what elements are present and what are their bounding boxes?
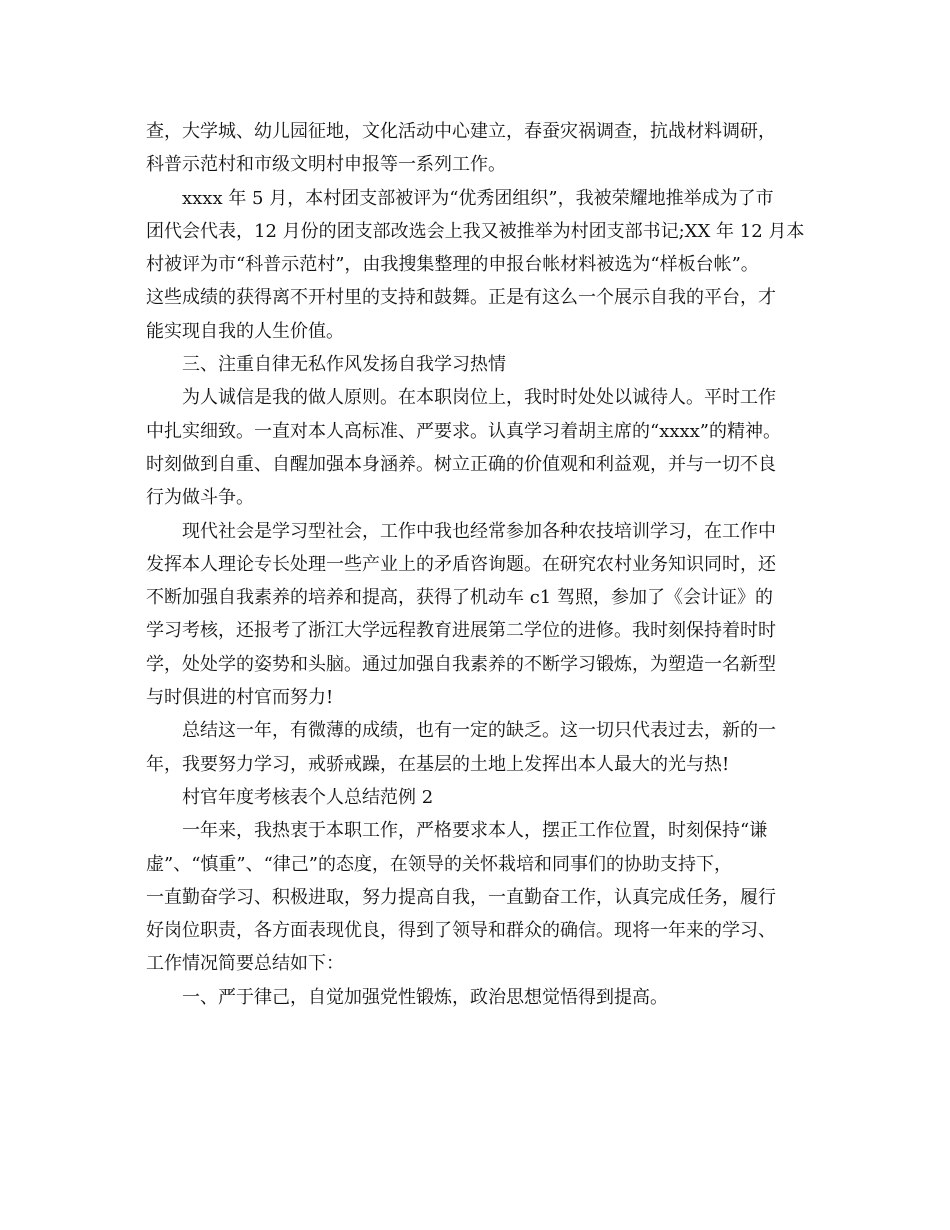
text-line: 不断加强自我素养的培养和提高，获得了机动车 c1 驾照，参加了《会计证》的 [146,587,773,609]
document-body [146,115,810,1014]
text-line: 发挥本人理论专长处理一些产业上的矛盾咨询题。在研究农村业务知识同时，还 [146,553,776,575]
paragraph-8 [146,814,810,980]
section-title-example-2 [146,781,810,814]
text-line: 工作情况简要总结如下： [146,953,344,975]
text-line: 时刻做到自重、自醒加强本身涵养。树立正确的价值观和利益观，并与一切不良 [146,453,776,475]
text-line: 好岗位职责，各方面表现优良，得到了领导和群众的确信。现将一年来的学习、 [146,920,776,942]
text-line: 现代社会是学习型社会，工作中我也经常参加各种农技培训学习，在工作中 [182,520,776,542]
heading-line: 三、注重自律无私作风发扬自我学习热情 [182,354,506,376]
text-line: 这些成绩的获得离不开村里的支持和鼓舞。正是有这么一个展示自我的平台，才 [146,287,776,309]
text-line: 学习考核，还报考了浙江大学远程教育进展第二学位的进修。我时刻保持着时时 [146,620,776,642]
text-line: 学，处处学的姿势和头脑。通过加强自我素养的不断学习锻炼，为塑造一名新型 [146,653,776,675]
text-line: 为人诚信是我的做人原则。在本职岗位上，我时时处处以诚待人。平时工作 [182,387,776,409]
text-line: 一直勤奋学习、积极进取，努力提高自我，一直勤奋工作，认真完成任务，履行 [146,886,776,908]
text-line: 中扎实细致。一直对本人高标准、严要求。认真学习着胡主席的“xxxx”的精神。 [146,420,782,442]
text-line: 与时俱进的村官而努力! [146,687,334,709]
text-line: 团代会代表，12 月份的团支部改选会上我又被推举为村团支部书记;XX 年 12 月本 [146,220,805,242]
text-line: 虚”、“慎重”、“律己”的态度，在领导的关怀栽培和同事们的协助支持下， [146,853,733,875]
text-line: 村被评为市“科普示范村”，由我搜集整理的申报台帐材料被选为“样板台帐”。 [146,254,759,276]
paragraph-2 [146,182,810,348]
text-line: 能实现自我的人生价值。 [146,320,344,342]
text-line: 年，我要努力学习，戒骄戒躁，在基层的土地上发挥出本人最大的光与热! [146,753,730,775]
section-heading-1 [146,981,810,1014]
text-line: xxxx 年 5 月，本村团支部被评为“优秀团组织”，我被荣耀地推举成为了市 [182,187,774,209]
text-line: 总结这一年，有微薄的成绩，也有一定的缺乏。这一切只代表过去，新的一 [182,720,776,742]
paragraph-4 [146,381,810,514]
paragraph-6 [146,714,810,781]
text-line: 科普示范村和市级文明村申报等一系列工作。 [146,154,506,176]
section-heading-3 [146,348,810,381]
paragraph-5 [146,515,810,715]
text-line: 查，大学城、幼儿园征地，文化活动中心建立，春蚕灾祸调查，抗战材料调研， [146,121,776,142]
text-line: 一年来，我热衷于本职工作，严格要求本人，摆正工作位置，时刻保持“谦 [182,820,768,842]
paragraph-1 [146,115,810,182]
text-line: 行为做斗争。 [146,487,254,509]
heading-line: 一、严于律己，自觉加强党性锻炼，政治思想觉悟得到提高。 [182,986,668,1008]
heading-line: 村官年度考核表个人总结范例 2 [182,786,434,808]
